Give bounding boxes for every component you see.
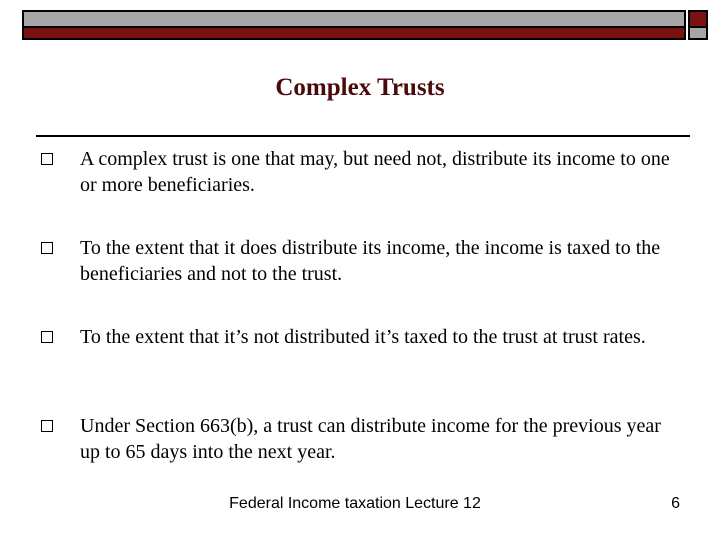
square-bullet-icon xyxy=(41,153,53,165)
square-bullet-icon xyxy=(41,420,53,432)
footer-text: Federal Income taxation Lecture 12 xyxy=(229,495,481,512)
bullet-text: To the extent that it does distribute its income, the income is taxed to the beneficiaries and not to the trust. xyxy=(80,237,661,285)
square-bullet-icon xyxy=(41,242,53,254)
header-bar-gray xyxy=(22,10,686,28)
bullet-text: To the extent that it’s not distributed it’s taxed to the trust at trust rates. xyxy=(80,326,646,348)
title-divider xyxy=(36,135,690,137)
header-decoration xyxy=(22,10,710,40)
bullet-text: Under Section 663(b), a trust can distribute income for the previous year up to 65 days into the next year. xyxy=(80,415,661,463)
slide-title: Complex Trusts xyxy=(275,74,445,101)
square-bullet-icon xyxy=(41,331,53,343)
header-bar-red xyxy=(22,28,686,40)
header-corner-red xyxy=(688,10,708,28)
page-number: 6 xyxy=(671,495,680,512)
bullet-text: A complex trust is one that may, but need not, distribute its income to one or more beneficiaries. xyxy=(80,148,670,196)
header-corner-gray xyxy=(688,28,708,40)
